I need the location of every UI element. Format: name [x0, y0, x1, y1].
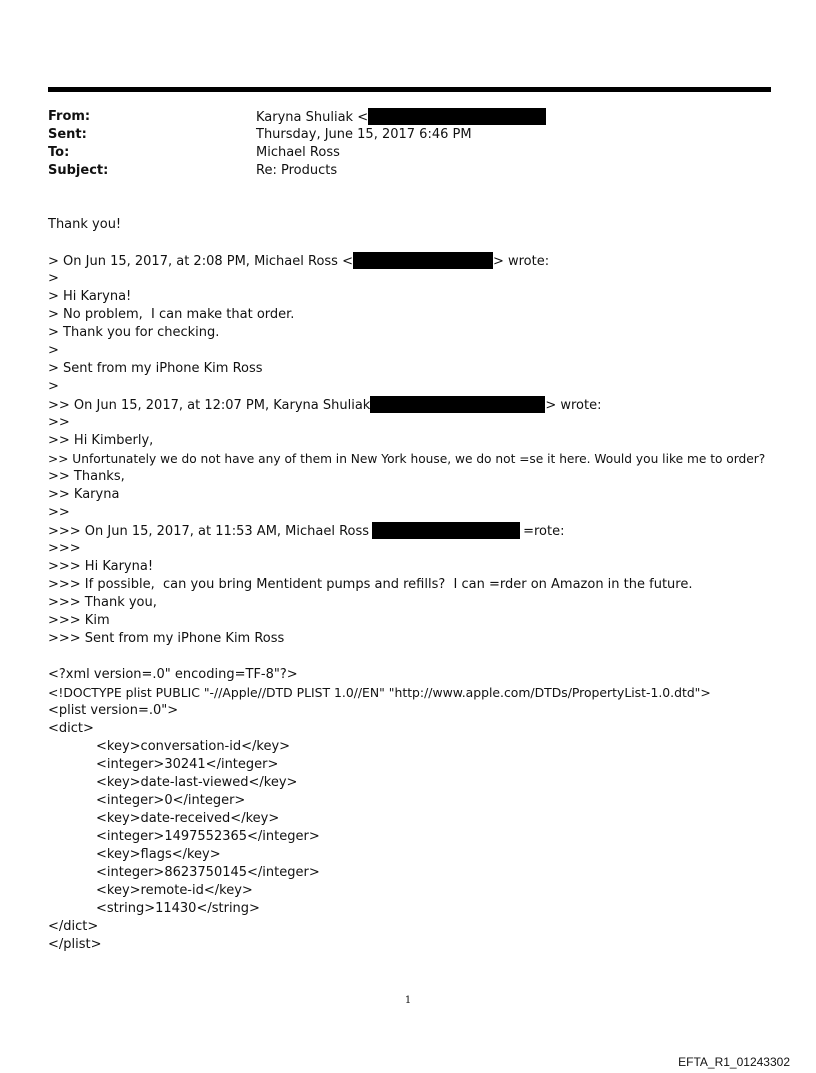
quote1-line: > Sent from my iPhone Kim Ross — [48, 361, 263, 376]
header-rule — [48, 87, 771, 92]
xml-line: <dict> — [48, 721, 94, 736]
subject-value: Re: Products — [256, 163, 338, 178]
xml-indented-line: <key>remote-id</key> — [96, 883, 253, 898]
quote2-line: >> — [48, 415, 70, 430]
quote2-pre: >> On Jun 15, 2017, at 12:07 PM, Karyna Shuliak — [48, 398, 371, 413]
to-label: To: — [48, 145, 70, 160]
xml-line: <plist version=.0"> — [48, 703, 179, 718]
xml-indented-line: <integer>30241</integer> — [96, 757, 279, 772]
quote1-post: > wrote: — [492, 254, 550, 269]
xml-indented-line: <integer>1497552365</integer> — [96, 829, 320, 844]
quote1-line: > Hi Karyna! — [48, 289, 132, 304]
quote2-line: >> — [48, 505, 70, 520]
xml-line: </plist> — [48, 937, 102, 952]
xml-indented-line: <string>11430</string> — [96, 901, 260, 916]
subject-label: Subject: — [48, 163, 109, 178]
quote1-line: > No problem, I can make that order. — [48, 307, 295, 322]
xml-indented-line: <key>date-received</key> — [96, 811, 280, 826]
xml-indented-line: <integer>8623750145</integer> — [96, 865, 320, 880]
from-name: Karyna Shuliak — [256, 110, 354, 125]
from-value — [256, 108, 546, 127]
quote1-line: > Thank you for checking. — [48, 325, 220, 340]
quote3-line: >>> If possible, can you bring Mentident pumps and refills? I can =rder on Amazon in the future. — [48, 577, 693, 592]
quote2-header — [48, 396, 601, 415]
redaction-box — [353, 252, 493, 269]
redaction-box — [370, 396, 545, 413]
redaction-box — [368, 108, 546, 125]
sent-value: Thursday, June 15, 2017 6:46 PM — [256, 127, 472, 142]
to-value: Michael Ross — [256, 145, 340, 160]
xml-line: <?xml version=.0" encoding=TF-8"?> — [48, 667, 298, 682]
page-number: 1 — [404, 995, 412, 1006]
quote3-line: >>> Kim — [48, 613, 110, 628]
sent-label: Sent: — [48, 127, 87, 142]
quote3-post: =rote: — [523, 524, 565, 539]
thanks-line: Thank you! — [48, 217, 122, 232]
xml-indented-line: <integer>0</integer> — [96, 793, 246, 808]
xml-indented-line: <key>date-last-viewed</key> — [96, 775, 298, 790]
quote2-line: >> Unfortunately we do not have any of them in New York house, we do not =se it here. Would you like me to order? — [48, 452, 766, 466]
quote1-pre: > On Jun 15, 2017, at 2:08 PM, Michael Ross < — [48, 254, 353, 269]
xml-line: <!DOCTYPE plist PUBLIC "-//Apple//DTD PLIST 1.0//EN" "http://www.apple.com/DTDs/PropertyList-1.0.dtd"> — [48, 685, 711, 700]
quote2-line: >> Thanks, — [48, 469, 125, 484]
from-label: From: — [48, 109, 91, 124]
quote3-line: >>> Thank you, — [48, 595, 157, 610]
from-bracket: < — [357, 110, 369, 125]
quote1-header — [48, 252, 549, 271]
quote2-line: >> Hi Kimberly, — [48, 433, 154, 448]
quote3-pre: >>> On Jun 15, 2017, at 11:53 AM, Michael Ross — [48, 524, 370, 539]
xml-indented-line: <key>conversation-id</key> — [96, 739, 291, 754]
quote3-line: >>> Sent from my iPhone Kim Ross — [48, 631, 285, 646]
quote3-line: >>> — [48, 541, 81, 556]
quote3-header — [48, 522, 564, 541]
quote2-post: > wrote: — [545, 398, 602, 413]
quote3-line: >>> Hi Karyna! — [48, 559, 154, 574]
quote1-line: > — [48, 379, 59, 394]
quote1-line: > — [48, 343, 59, 358]
xml-line: </dict> — [48, 919, 99, 934]
xml-indented-line: <key>flags</key> — [96, 847, 221, 862]
quote1-line: > — [48, 271, 59, 286]
quote2-line: >> Karyna — [48, 487, 120, 502]
document-id: EFTA_R1_01243302 — [678, 1055, 790, 1069]
redaction-box — [372, 522, 520, 539]
